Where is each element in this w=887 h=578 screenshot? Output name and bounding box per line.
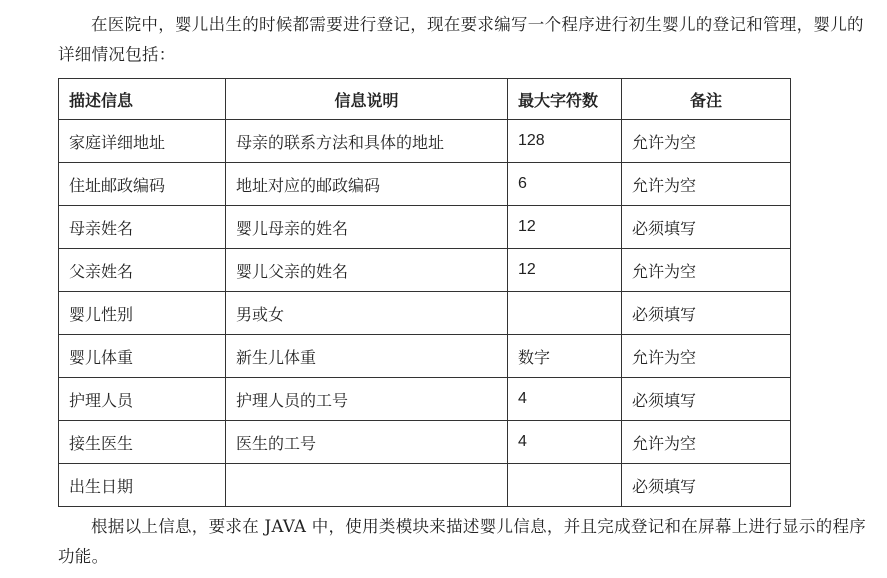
- info-table: [58, 78, 791, 507]
- table-row: [59, 421, 791, 464]
- table-cell: 护理人员的工号: [226, 378, 508, 421]
- table-cell: 12: [508, 249, 622, 292]
- table-cell: 必须填写: [622, 464, 791, 507]
- table-cell: 地址对应的邮政编码: [226, 163, 508, 206]
- table-row: [59, 206, 791, 249]
- table-cell: 允许为空: [622, 335, 791, 378]
- table-cell: 允许为空: [622, 249, 791, 292]
- table-cell: 母亲姓名: [59, 206, 226, 249]
- table-cell: [226, 464, 508, 507]
- table-row: [59, 464, 791, 507]
- header-cell: 最大字符数: [508, 79, 622, 120]
- table-row: [59, 378, 791, 421]
- table-cell: 128: [508, 120, 622, 163]
- table-cell: 必须填写: [622, 206, 791, 249]
- table-cell: 12: [508, 206, 622, 249]
- table-row: [59, 163, 791, 206]
- table-cell: 允许为空: [622, 120, 791, 163]
- table-cell: 必须填写: [622, 378, 791, 421]
- table-row: [59, 120, 791, 163]
- table-row: [59, 249, 791, 292]
- table-cell: [508, 292, 622, 335]
- table-cell: 接生医生: [59, 421, 226, 464]
- table-cell: 住址邮政编码: [59, 163, 226, 206]
- table-cell: 出生日期: [59, 464, 226, 507]
- header-cell: 描述信息: [59, 79, 226, 120]
- header-cell: 信息说明: [226, 79, 508, 120]
- table-cell: 护理人员: [59, 378, 226, 421]
- table-cell: 允许为空: [622, 421, 791, 464]
- table-row: [59, 335, 791, 378]
- table-cell: 必须填写: [622, 292, 791, 335]
- table-row: [59, 292, 791, 335]
- table-cell: 男或女: [226, 292, 508, 335]
- table-cell: 婴儿体重: [59, 335, 226, 378]
- table-cell: 医生的工号: [226, 421, 508, 464]
- table-cell: 家庭详细地址: [59, 120, 226, 163]
- table-cell: 4: [508, 378, 622, 421]
- table-cell: [508, 464, 622, 507]
- table-header-row: [59, 79, 791, 120]
- table-cell: 6: [508, 163, 622, 206]
- table-cell: 新生儿体重: [226, 335, 508, 378]
- table-cell: 父亲姓名: [59, 249, 226, 292]
- table-cell: 4: [508, 421, 622, 464]
- table-cell: 允许为空: [622, 163, 791, 206]
- header-cell: 备注: [622, 79, 791, 120]
- table-cell: 母亲的联系方法和具体的地址: [226, 120, 508, 163]
- table-cell: 婴儿母亲的姓名: [226, 206, 508, 249]
- table-cell: 数字: [508, 335, 622, 378]
- table-cell: 婴儿性别: [59, 292, 226, 335]
- intro-paragraph: 在医院中，婴儿出生的时候都需要进行登记，现在要求编写一个程序进行初生婴儿的登记和管理，婴儿的详细情况包括：: [58, 15, 864, 64]
- outro-paragraph: 根据以上信息，要求在 JAVA 中，使用类模块来描述婴儿信息，并且完成登记和在屏幕上进行显示的程序功能。: [58, 517, 867, 566]
- table-cell: 婴儿父亲的姓名: [226, 249, 508, 292]
